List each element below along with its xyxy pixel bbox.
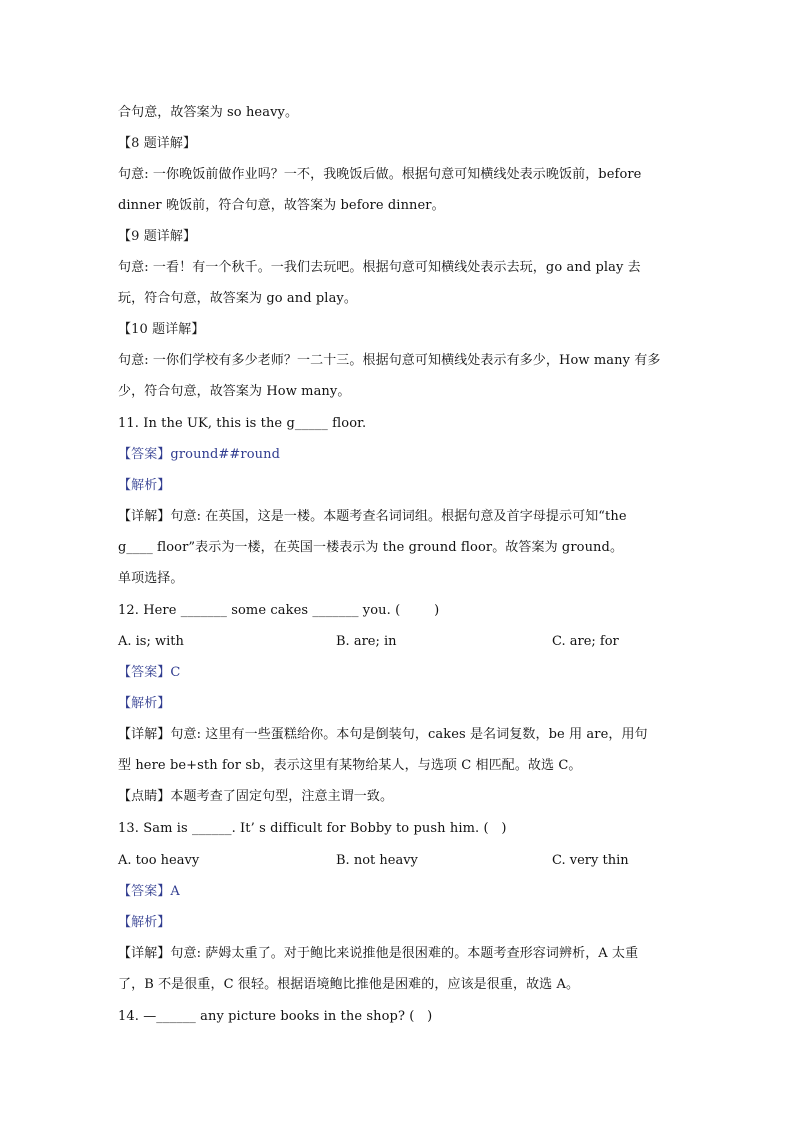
text-line: 型 here be+sth for sb，表示这里有某物给某人，与选项 C 相匹配。故选 C。	[118, 758, 582, 773]
question-14: 14. —______ any picture books in the shop? ( )	[118, 1009, 433, 1024]
text-line: g____ floor”表示为一楼，在英国一楼表示为 the ground floor。故答案为 ground。	[118, 540, 624, 555]
text-line: 【详解】句意: 这里有一些蛋糕给你。本句是倒装句，cakes 是名词复数，be 用 are，用句	[118, 727, 648, 742]
text-line: 【点睛】本题考查了固定句型，注意主谓一致。	[118, 789, 394, 804]
answer-label: 【答案】C	[118, 665, 181, 680]
section-title: 单项选择。	[118, 571, 184, 586]
option-b: B. not heavy	[336, 853, 418, 868]
question-12: 12. Here _______ some cakes _______ you. ( )	[118, 603, 440, 618]
option-b: B. are; in	[336, 634, 397, 649]
section-heading-q8: 【8 题详解】	[118, 136, 197, 151]
text-line: 【详解】句意: 萨姆太重了。对于鲍比来说推他是很困难的。本题考查形容词辨析，A 太重	[118, 946, 639, 961]
section-heading-q10: 【10 题详解】	[118, 322, 205, 337]
option-a: A. too heavy	[118, 853, 200, 868]
text-line: 句意: 一你晚饭前做作业吗？一不，我晚饭后做。根据句意可知横线处表示晚饭前，before	[118, 167, 642, 182]
option-c: C. very thin	[552, 853, 629, 868]
text-line: 少，符合句意，故答案为 How many。	[118, 384, 351, 399]
text-line: 玩，符合句意，故答案为 go and play。	[118, 291, 357, 306]
analysis-label: 【解析】	[118, 478, 171, 493]
analysis-label: 【解析】	[118, 915, 171, 930]
answer-label: 【答案】ground##round	[118, 447, 281, 462]
question-13: 13. Sam is ______. It’ s difficult for Bobby to push him. ( )	[118, 821, 507, 836]
question-11: 11. In the UK, this is the g_____ floor.	[118, 416, 367, 431]
text-line: 句意: 一看！有一个秋千。一我们去玩吧。根据句意可知横线处表示去玩，go and play 去	[118, 260, 641, 275]
option-c: C. are; for	[552, 634, 619, 649]
option-a: A. is; with	[118, 634, 184, 649]
text-line: 【详解】句意: 在英国，这是一楼。本题考查名词词组。根据句意及首字母提示可知“the	[118, 509, 627, 524]
answer-label: 【答案】A	[118, 884, 180, 899]
text-line: 合句意，故答案为 so heavy。	[118, 105, 299, 120]
text-line: 句意: 一你们学校有多少老师？一二十三。根据句意可知横线处表示有多少，How many 有多	[118, 353, 661, 368]
analysis-label: 【解析】	[118, 696, 171, 711]
text-line: 了，B 不是很重，C 很轻。根据语境鲍比推他是困难的，应该是很重，故选 A。	[118, 977, 580, 992]
text-line: dinner 晚饭前，符合句意，故答案为 before dinner。	[118, 198, 445, 213]
section-heading-q9: 【9 题详解】	[118, 229, 197, 244]
